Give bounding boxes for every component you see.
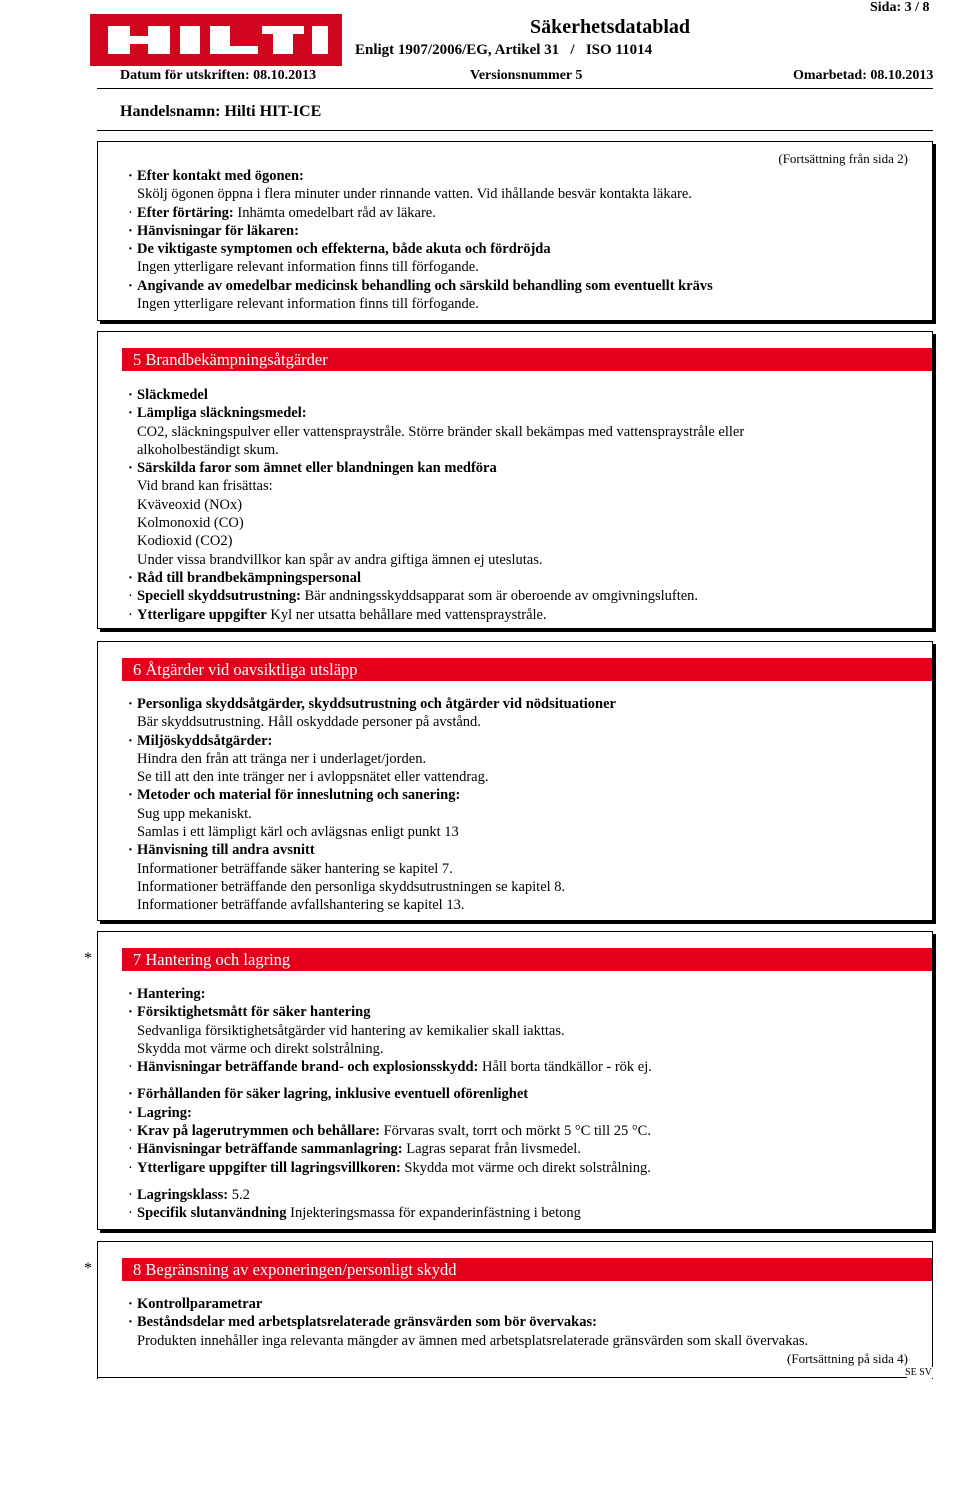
storage-class-label: Lagringsklass: — [137, 1186, 229, 1203]
containment-text-1: Sug upp mekaniskt. — [137, 805, 252, 822]
extinguishing-media-heading: Släckmedel — [137, 387, 208, 403]
personal-precautions-heading: Personliga skyddsåtgärder, skyddsutrustning och åtgärder vid nödsituationer — [137, 696, 616, 712]
limit-values-text: Produkten innehåller inga relevanta mängder av ämnen med arbetsplatsrelaterade gränsvärden som skall övervakas. — [137, 1332, 809, 1349]
suitable-media-heading: Lämpliga släckningsmedel: — [137, 405, 307, 422]
document-title: Säkerhetsdatablad — [529, 16, 691, 38]
fire-protection-text: Håll borta tändkällor - rök ej. — [478, 1059, 652, 1076]
safe-handling-heading: Försiktighetsmått för säker hantering — [137, 1004, 371, 1021]
section-8: 8 Begränsning av exponeringen/personligt skydd · Kontrollparametrar · Beståndsdelar med arbetsplatsrelaterade gränsvärden som bör övervakas: Produkten innehåller inga relevanta mängder av ämnen med arbetsplatsrelaterade gränsvärden som skall övervakas. (Fortsättning på sida 4) SE SV — [97, 1241, 933, 1379]
hilti-logo — [90, 14, 342, 66]
revision-marker: * — [84, 950, 92, 967]
continued-to: (Fortsättning på sida 4) — [787, 1351, 908, 1366]
eye-contact-text: Skölj ögonen öppna i flera minuter under rinnande vatten. Vid ihållande besvär kontakta läkare. — [137, 186, 692, 203]
continued-from: (Fortsättning från sida 2) — [778, 151, 908, 166]
end-use-text: Injekteringsmassa för expanderinfästning i betong — [286, 1205, 581, 1222]
control-parameters-heading: Kontrollparametrar — [137, 1296, 263, 1312]
suitable-media-text-2: alkoholbeständigt skum. — [137, 441, 279, 458]
special-hazards-heading: Särskilda faror som ämnet eller blandningen kan medföra — [137, 460, 497, 477]
environmental-text-1: Hindra den från att tränga ner i underlaget/jorden. — [137, 750, 427, 767]
storage-heading: Lagring: — [137, 1104, 192, 1121]
limit-values-heading: Beståndsdelar med arbetsplatsrelaterade gränsvärden som bör övervakas: — [137, 1314, 597, 1331]
ingestion-label: Efter förtäring: — [137, 204, 234, 221]
hazard-co2: Kodioxid (CO2) — [137, 533, 233, 550]
symptoms-text: Ingen ytterligare relevant information finns till förfogande. — [137, 259, 479, 276]
regulation-reference: Enligt 1907/2006/EG, Artikel 31 / ISO 11014 — [355, 42, 653, 58]
suitable-media-text: CO2, släckningspulver eller vattenspraystråle. Större bränder skall bekämpas med vattenspraystråle eller — [137, 423, 745, 440]
protective-equipment-text: Bär andningsskyddsapparat som är oberoende av omgivningsluften. — [300, 588, 699, 605]
version-number: Versionsnummer 5 — [470, 68, 583, 83]
section-7-heading: 7 Hantering och lagring — [122, 948, 932, 971]
storage-additional-text: Skydda mot värme och direkt solstrålning. — [400, 1159, 651, 1176]
section-5: 5 Brandbekämpningsåtgärder · Släckmedel · Lämpliga släckningsmedel: CO2, släckningspulver eller vattenspraystråle. Större bränder skall bekämpas med vattenspraystråle eller alkoholbeständigt skum. · Särskilda faror som ämnet eller blandningen kan medföra Vid brand kan frisättas: Kväveoxid (NOx) Kolmonoxid (CO) Kodioxid (CO2) Under vissa brandvillkor kan spår av andra giftiga ämnen ej uteslutas. · Råd till brandbekämpningspersonal · Speciell skyddsutrustning: Bär andningsskyddsapparat som är oberoende av omgivningsluften. · Ytterligare uppgifter Kyl ner utsatta behållare med vattenspraystråle. — [97, 331, 933, 629]
section-8-heading: 8 Begränsning av exponeringen/personligt skydd — [122, 1258, 932, 1281]
co-storage-text: Lagras separat från livsmedel. — [402, 1141, 581, 1158]
hazard-other: Under vissa brandvillkor kan spår av andra giftiga ämnen ej uteslutas. — [137, 551, 543, 568]
treatment-text: Ingen ytterligare relevant information finns till förfogande. — [137, 296, 479, 313]
storage-conditions-heading: Förhållanden för säker lagring, inklusive eventuell oförenlighet — [137, 1086, 529, 1103]
reference-text-2: Informationer beträffande den personliga skyddsutrustningen se kapitel 8. — [137, 878, 566, 895]
ingestion-text: Inhämta omedelbart råd av läkare. — [233, 204, 436, 221]
storage-additional-label: Ytterligare uppgifter till lagringsvillkoren: — [137, 1159, 401, 1176]
header-divider-2 — [97, 130, 933, 131]
header-divider — [97, 88, 933, 89]
personal-precautions-text: Bär skyddsutrustning. Håll oskyddade personer på avstånd. — [137, 714, 481, 731]
handling-heading: Hantering: — [137, 986, 206, 1002]
hazard-co: Kolmonoxid (CO) — [137, 515, 244, 532]
treatment-heading: Angivande av omedelbar medicinsk behandling och särskild behandling som eventuellt krävs — [137, 277, 713, 294]
print-date: Datum för utskriften: 08.10.2013 — [120, 68, 317, 83]
section-5-heading: 5 Brandbekämpningsåtgärder — [122, 348, 932, 371]
storage-requirements-label: Krav på lagerutrymmen och behållare: — [137, 1123, 380, 1140]
storage-requirements-text: Förvaras svalt, torrt och mörkt 5 °C till 25 °C. — [379, 1123, 651, 1140]
revision-marker-2: * — [84, 1260, 92, 1277]
eye-contact-heading: Efter kontakt med ögonen: — [137, 168, 304, 184]
end-use-label: Specifik slutanvändning — [137, 1205, 287, 1222]
page-number: Sida: 3 / 8 — [870, 0, 930, 15]
trade-name: Handelsnamn: Hilti HIT-ICE — [120, 103, 322, 120]
section-6: 6 Åtgärder vid oavsiktliga utsläpp · Personliga skyddsåtgärder, skyddsutrustning och åtgärder vid nödsituationer Bär skyddsutrustning. Håll oskyddade personer på avstånd. · Miljöskyddsåtgärder: Hindra den från att tränga ner i underlaget/jorden. Se till att den inte tränger ner i avloppsnätet eller vattendrag. · Metoder och material för inneslutning och sanering: Sug upp mekaniskt. Samlas i ett lämpligt kärl och avlägsnas enligt punkt 13 · Hänvisning till andra avsnitt Informationer beträffande säker hantering se kapitel 7. Informationer beträffande den personliga skyddsutrustningen se kapitel 8. Informationer beträffande avfallshantering se kapitel 13. — [97, 641, 933, 921]
additional-info-label: Ytterligare uppgifter — [137, 606, 267, 623]
doctor-notes-heading: Hänvisningar för läkaren: — [137, 222, 299, 239]
language-code: SE SV — [905, 1367, 932, 1378]
protective-equipment-label: Speciell skyddsutrustning: — [137, 588, 301, 605]
co-storage-label: Hänvisningar beträffande sammanlagring: — [137, 1141, 403, 1158]
environmental-text-2: Se till att den inte tränger ner i avloppsnätet eller vattendrag. — [137, 769, 489, 786]
footer-line — [97, 1377, 907, 1378]
reference-text-3: Informationer beträffande avfallshantering se kapitel 13. — [137, 897, 465, 914]
section-4-continued: (Fortsättning från sida 2) · Efter kontakt med ögonen: Skölj ögonen öppna i flera minuter under rinnande vatten. Vid ihållande besvär kontakta läkare. · Efter förtäring: Inhämta omedelbart råd av läkare. · Hänvisningar för läkaren: · De viktigaste symptomen och effekterna, både akuta och fördröjda Ingen ytterligare relevant information finns till förfogande. · Angivande av omedelbar medicinsk behandling och särskild behandling som eventuellt krävs Ingen ytterligare relevant information finns till förfogande. — [97, 141, 933, 321]
safe-handling-text-1: Sedvanliga försiktighetsåtgärder vid hantering av kemikalier skall iakttas. — [137, 1022, 565, 1039]
symptoms-heading: De viktigaste symptomen och effekterna, både akuta och fördröjda — [137, 241, 551, 258]
special-hazards-text: Vid brand kan frisättas: — [137, 478, 273, 495]
containment-heading: Metoder och material för inneslutning och sanering: — [137, 787, 461, 804]
reference-text-1: Informationer beträffande säker hantering se kapitel 7. — [137, 860, 453, 877]
containment-text-2: Samlas i ett lämpligt kärl och avlägsnas enligt punkt 13 — [137, 824, 459, 841]
section-7: 7 Hantering och lagring · Hantering: · Försiktighetsmått för säker hantering Sedvanliga försiktighetsåtgärder vid hantering av kemikalier skall iakttas. Skydda mot värme och direkt solstrålning. · Hänvisningar beträffande brand- och explosionsskydd: Håll borta tändkällor - rök ej. · Förhållanden för säker lagring, inklusive eventuell oförenlighet · Lagring: · Krav på lagerutrymmen och behållare: Förvaras svalt, torrt och mörkt 5 °C till 25 °C. · Hänvisningar beträffande sammanlagring: Lagras separat från livsmedel. · Ytterligare uppgifter till lagringsvillkoren: Skydda mot värme och direkt solstrålning. · Lagringsklass: 5.2 · Specifik slutanvändning Injekteringsmassa för expanderinfästning i betong — [97, 931, 933, 1230]
hazard-nox: Kväveoxid (NOx) — [137, 496, 243, 513]
firefighter-advice-heading: Råd till brandbekämpningspersonal — [137, 569, 362, 586]
fire-protection-label: Hänvisningar beträffande brand- och explosionsskydd: — [137, 1059, 479, 1076]
safe-handling-text-2: Skydda mot värme och direkt solstrålning. — [137, 1040, 384, 1057]
environmental-heading: Miljöskyddsåtgärder: — [137, 732, 273, 749]
storage-class-value: 5.2 — [228, 1186, 250, 1203]
revised-date: Omarbetad: 08.10.2013 — [793, 68, 934, 83]
additional-info-text: Kyl ner utsatta behållare med vattenspraystråle. — [266, 606, 547, 623]
section-6-heading: 6 Åtgärder vid oavsiktliga utsläpp — [122, 658, 932, 681]
reference-heading: Hänvisning till andra avsnitt — [137, 842, 315, 859]
